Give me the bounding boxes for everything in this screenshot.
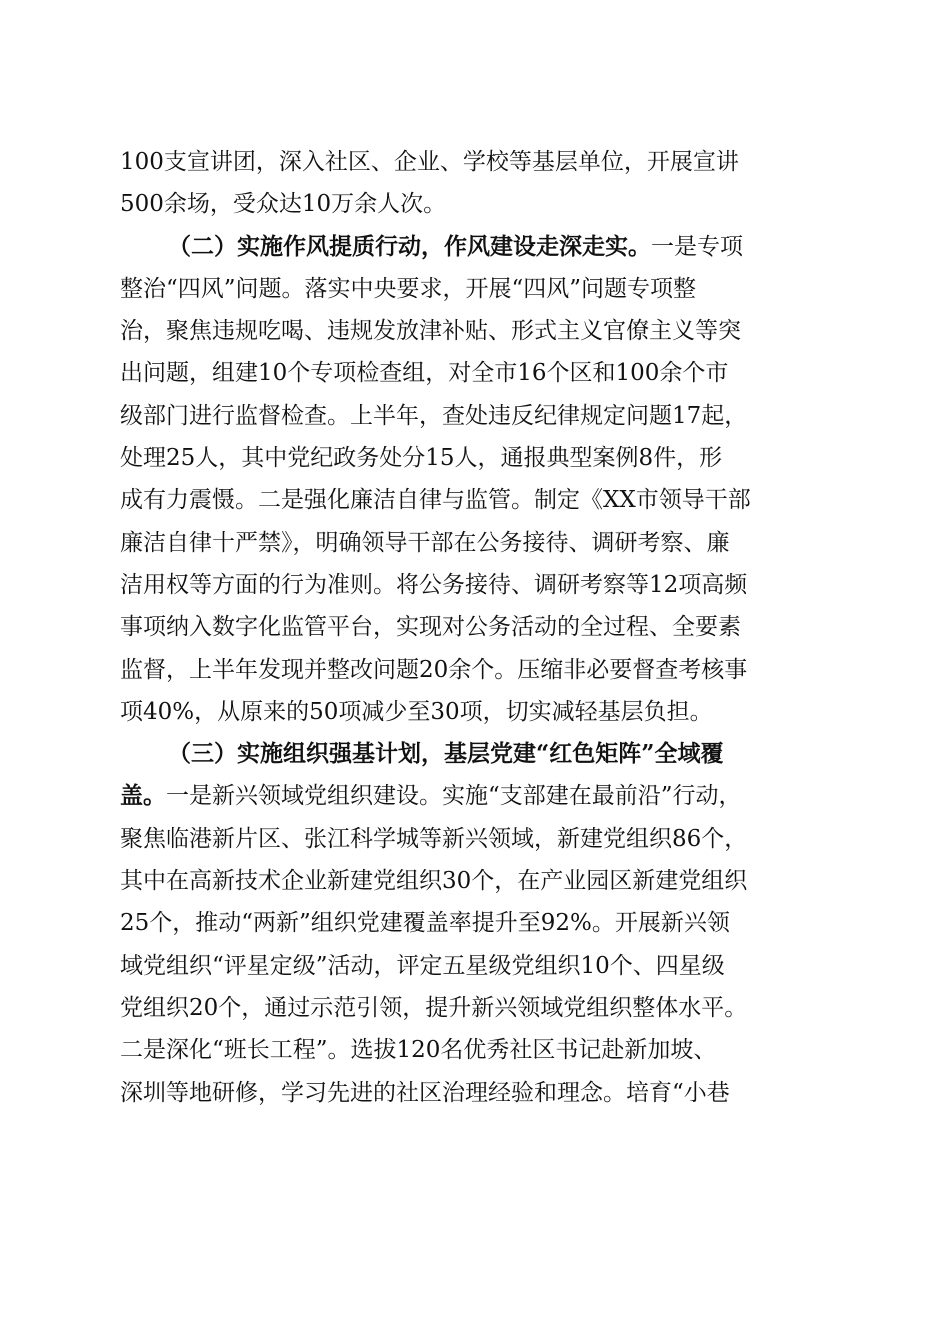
text-line [120,226,826,268]
text-line [120,818,826,860]
text-line [120,691,826,733]
body-text-segment: 一是专项 [651,233,743,260]
heading-text: 盖。 [120,782,166,810]
body-text-segment: 500余场，受众达10万余人次。 [120,191,447,218]
text-line [120,141,826,183]
body-text-segment: 监督，上半年发现并整改问题20余个。压缩非必要督查考核事 [120,656,748,683]
text-line [120,1072,826,1114]
text-line [120,310,826,352]
body-text-segment: 出问题，组建10个专项检查组，对全市16个区和100余个市 [120,360,729,387]
body-text-segment: 成有力震慑。二是强化廉洁自律与监管。制定《XX市领导干部 [120,487,751,514]
body-text-segment: 100支宣讲团，深入社区、企业、学校等基层单位，开展宣讲 [120,149,739,175]
text-line [120,987,826,1029]
body-text-segment: 聚焦临港新片区、张江科学城等新兴领域，新建党组织86个， [120,825,748,852]
body-text-segment: 25个，推动“两新”组织党建覆盖率提升至92%。开展新兴领 [120,910,730,937]
text-line [120,606,826,648]
heading-text: （三）实施组织强基计划，基层党建“红色矩阵”全域覆 [168,740,724,768]
text-line [120,902,826,944]
body-text-segment: 级部门进行监督检查。上半年，查处违反纪律规定问题17起， [120,402,748,429]
body-text-segment: 处理25人，其中党纪政务处分15人，通报典型案例8件，形 [120,445,723,472]
body-text-segment: 二是深化“班长工程”。选拔120名优秀社区书记赴新加坡、 [120,1037,717,1064]
body-text-segment: 廉洁自律十严禁》，明确领导干部在公务接待、调研考察、廉 [120,529,730,556]
text-line [120,522,826,564]
body-text-segment: 一是新兴领域党组织建设。实施“支部建在最前沿”行动， [166,783,742,810]
heading-text: （二）实施作风提质行动，作风建设走深走实。 [168,232,651,260]
text-line [120,860,826,902]
body-text-segment: 事项纳入数字化监管平台，实现对公务活动的全过程、全要素 [120,614,741,641]
body-text-segment: 深圳等地研修，学习先进的社区治理经验和理念。培育“小巷 [120,1079,730,1106]
text-line [120,1029,826,1071]
body-text-segment: 党组织20个，通过示范引领，提升新兴领域党组织整体水平。 [120,994,748,1021]
body-text-segment: 其中在高新技术企业新建党组织30个，在产业园区新建党组织 [120,868,748,895]
text-line [120,268,826,310]
body-text-segment: 域党组织“评星定级”活动，评定五星级党组织10个、四星级 [120,952,725,979]
body-text-segment: 整治“四风”问题。落实中央要求，开展“四风”问题专项整 [120,275,697,302]
text-line [120,183,826,225]
body-text [120,141,826,1114]
text-line [120,945,826,987]
text-line [120,649,826,691]
text-line [120,775,826,817]
body-text-segment: 治，聚焦违规吃喝、违规发放津补贴、形式主义官僚主义等突 [120,318,741,345]
text-line [120,352,826,394]
text-line [120,395,826,437]
text-line [120,564,826,606]
text-line [120,437,826,479]
text-line [120,479,826,521]
text-line [120,733,826,775]
body-text-segment: 项40%，从原来的50项减少至30项，切实减轻基层负担。 [120,698,713,725]
body-text-segment: 洁用权等方面的行为准则。将公务接待、调研考察等12项高频 [120,571,748,598]
